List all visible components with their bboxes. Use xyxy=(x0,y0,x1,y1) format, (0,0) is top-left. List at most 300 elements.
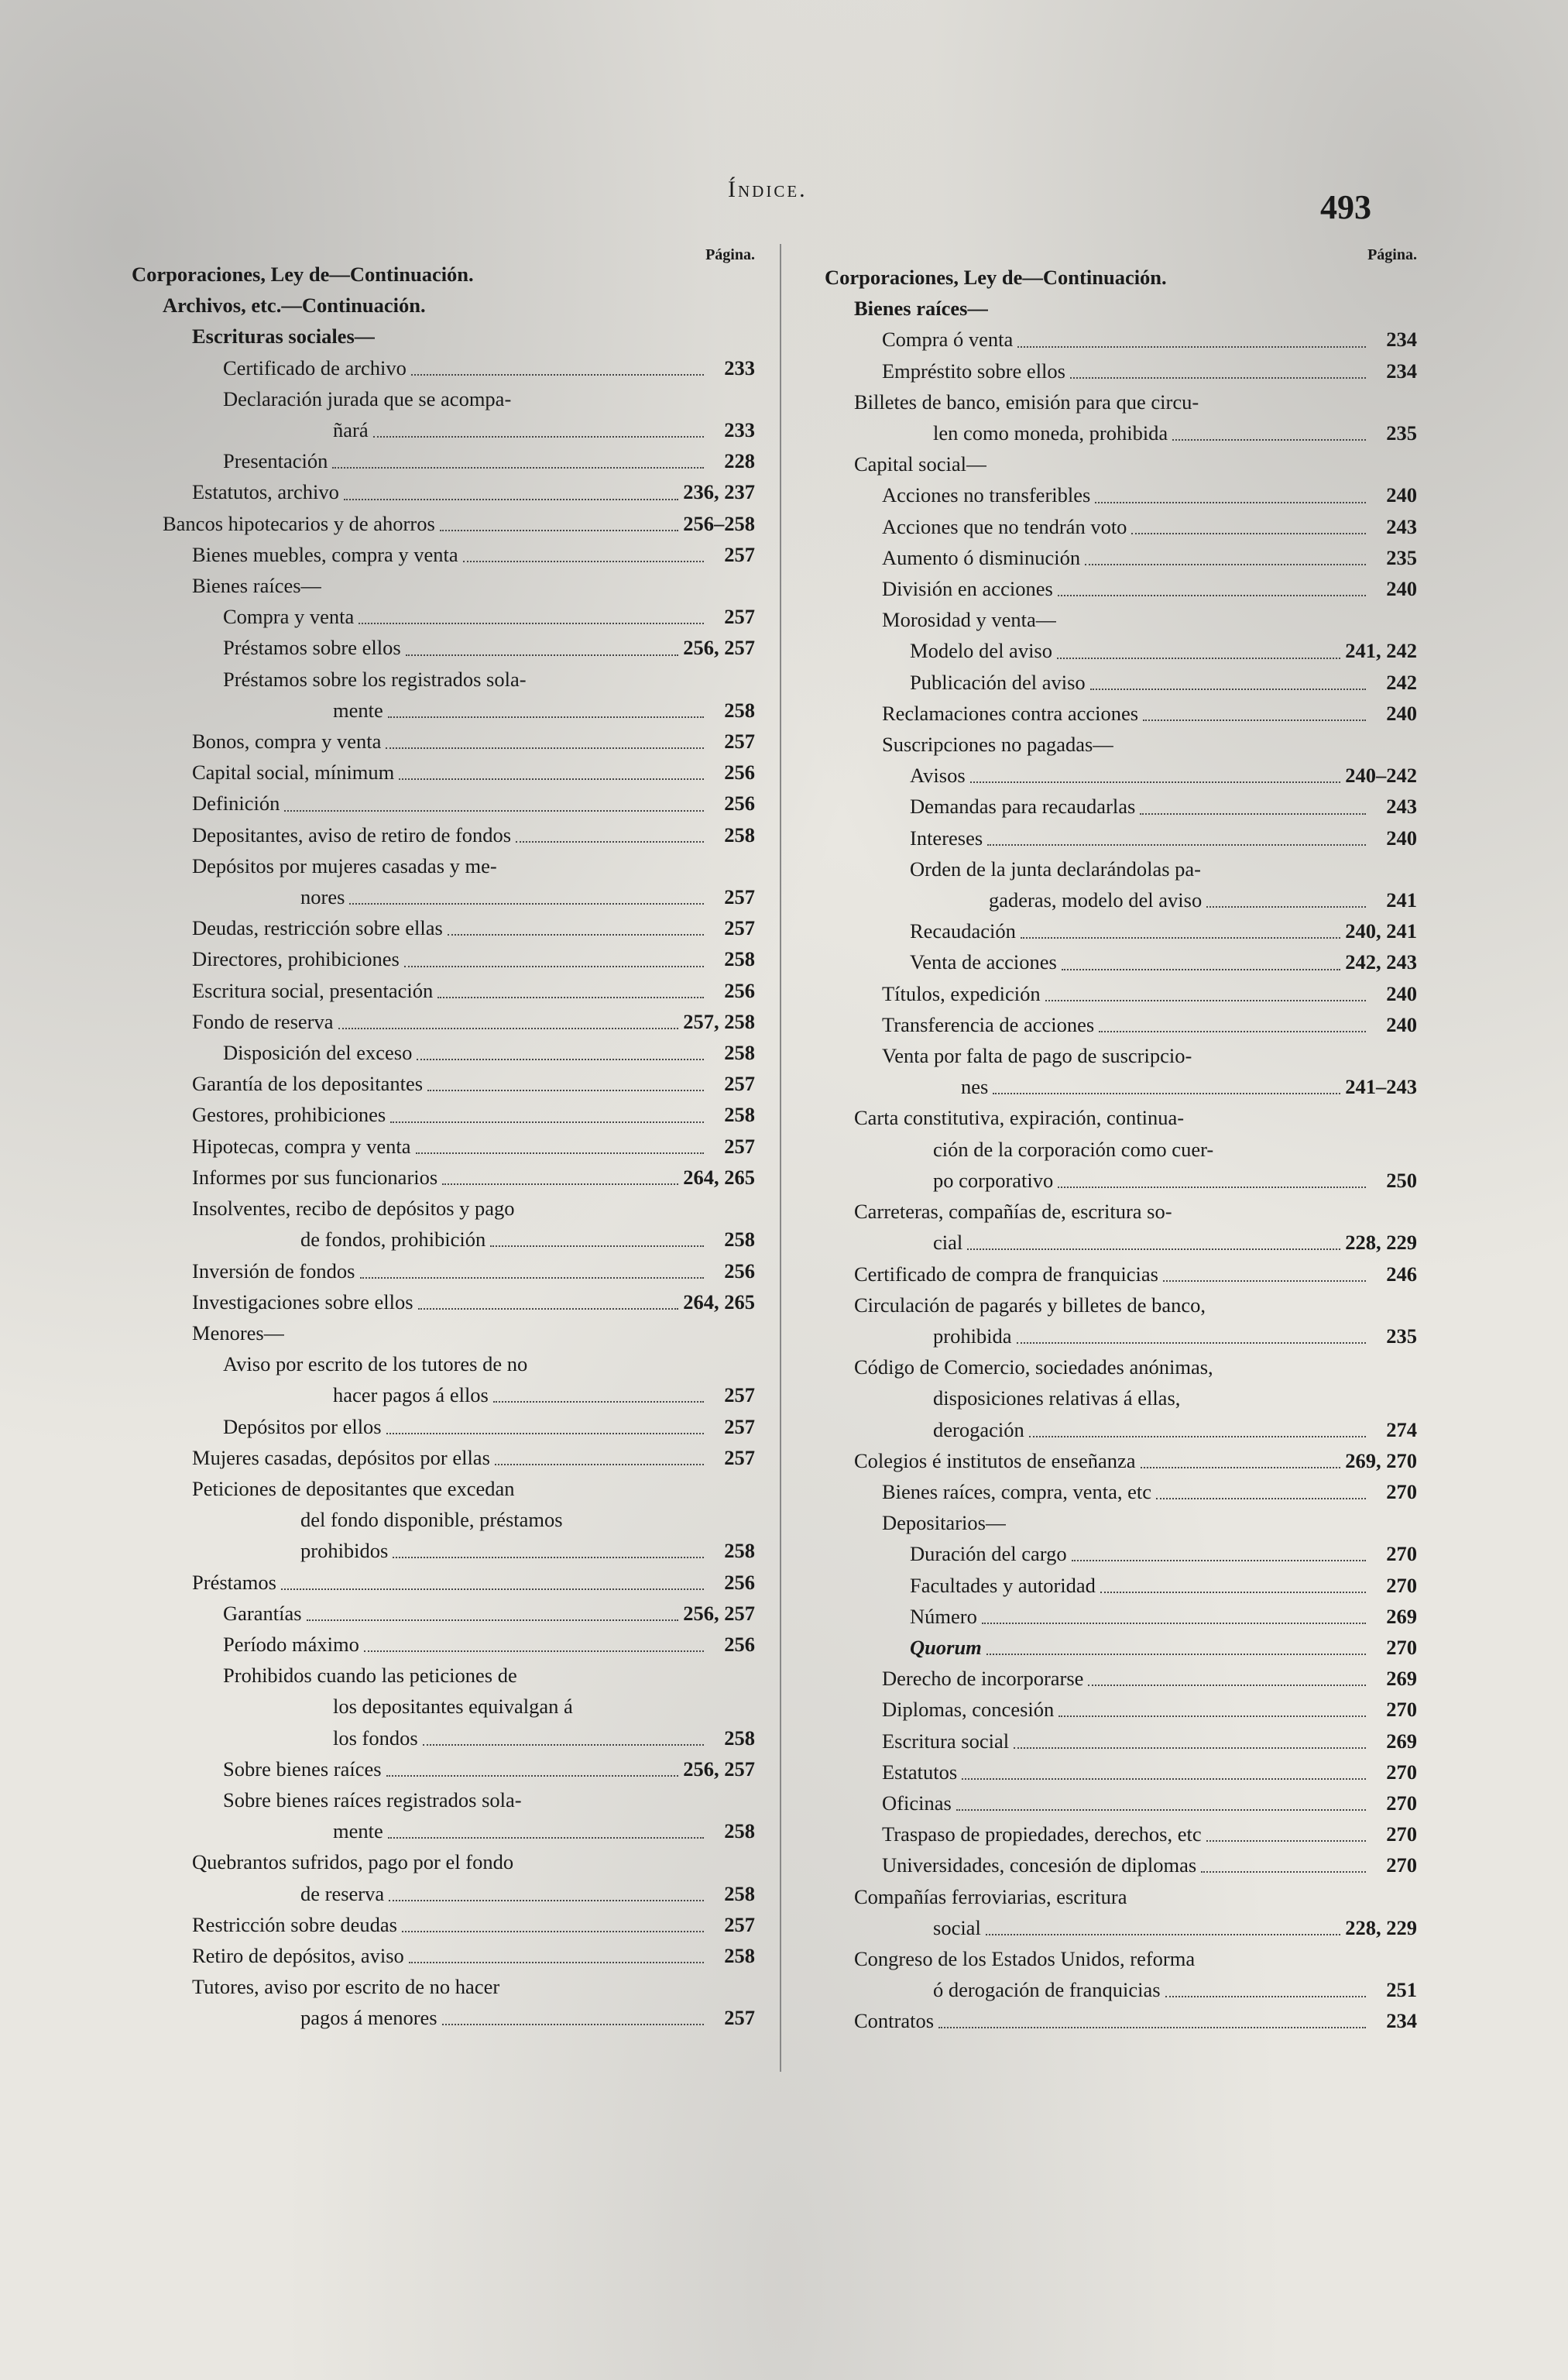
dot-leader xyxy=(409,1962,704,1963)
dot-leader xyxy=(1057,658,1340,659)
entry-page: 270 xyxy=(1386,1853,1417,1877)
dot-leader xyxy=(284,810,704,812)
index-entry xyxy=(132,943,755,974)
entry-text: nes xyxy=(961,1075,989,1099)
entry-text: Certificado de compra de franquicias xyxy=(854,1262,1158,1286)
entry-text: Préstamos sobre los registrados sola- xyxy=(223,667,527,691)
dot-leader xyxy=(338,1028,679,1029)
entry-text: Colegios é institutos de enseñanza xyxy=(854,1448,1136,1472)
entry-page: 269 xyxy=(1386,1729,1417,1753)
entry-text: Reclamaciones contra acciones xyxy=(882,701,1139,725)
entry-page: 256 xyxy=(724,1259,755,1283)
index-entry xyxy=(825,1414,1417,1445)
entry-text: de reserva xyxy=(300,1881,385,1905)
entry-text: Bienes raíces— xyxy=(192,574,322,598)
index-entry xyxy=(825,479,1417,510)
entry-page: 257 xyxy=(724,2006,755,2030)
entry-page: 270 xyxy=(1386,1573,1417,1597)
entry-text: Depósitos por ellos xyxy=(223,1414,382,1438)
dot-leader xyxy=(1206,906,1366,908)
entry-page: 258 xyxy=(724,1103,755,1127)
entry-text: Avisos xyxy=(910,764,966,788)
entry-text: Informes por sus funcionarios xyxy=(192,1165,438,1189)
index-entry xyxy=(825,1071,1417,1102)
entry-page: 241, 242 xyxy=(1345,639,1417,663)
dot-leader xyxy=(1072,1560,1366,1561)
dot-leader xyxy=(359,623,704,624)
entry-page: 270 xyxy=(1386,1698,1417,1722)
dot-leader xyxy=(986,1934,1340,1935)
entry-text: social xyxy=(933,1915,981,1939)
entry-text: Recaudación xyxy=(910,919,1016,943)
index-entry xyxy=(825,604,1417,635)
entry-page: 256 xyxy=(724,1632,755,1656)
index-entry xyxy=(132,476,755,507)
left-entries xyxy=(132,259,755,2034)
entry-text: Hipotecas, compra y venta xyxy=(192,1134,411,1158)
entry-text: Préstamos sobre ellos xyxy=(223,636,401,660)
index-entry xyxy=(132,1598,755,1629)
entry-text: ó derogación de franquicias xyxy=(933,1978,1161,2002)
dot-leader xyxy=(442,2024,704,2025)
entry-page: 240 xyxy=(1386,701,1417,725)
entry-page: 240 xyxy=(1386,577,1417,601)
index-entry xyxy=(132,1317,755,1348)
entry-text: Inversión de fondos xyxy=(192,1259,355,1283)
entry-page: 257 xyxy=(724,1383,755,1407)
index-entry xyxy=(132,321,755,352)
dot-leader xyxy=(332,467,704,469)
index-entry xyxy=(132,1660,755,1691)
index-entry xyxy=(132,912,755,943)
entry-page: 274 xyxy=(1386,1417,1417,1441)
entry-text: Gestores, prohibiciones xyxy=(192,1103,386,1127)
entry-text: Venta por falta de pago de suscripcio- xyxy=(882,1044,1192,1068)
index-entry xyxy=(825,1040,1417,1071)
entry-text: Tutores, aviso por escrito de no hacer xyxy=(192,1975,500,1999)
index-entry xyxy=(132,664,755,695)
index-entry xyxy=(825,262,1417,293)
entry-page: 257, 258 xyxy=(683,1009,755,1033)
dot-leader xyxy=(1201,1871,1366,1873)
index-entry xyxy=(132,1504,755,1535)
index-entry xyxy=(825,884,1417,915)
entry-text: Derecho de incorporarse xyxy=(882,1667,1084,1691)
entry-page: 257 xyxy=(724,542,755,566)
index-entry xyxy=(825,1351,1417,1382)
dot-leader xyxy=(987,844,1366,846)
entry-text: Morosidad y venta— xyxy=(882,608,1057,632)
entry-text: Insolventes, recibo de depósitos y pago xyxy=(192,1197,515,1221)
entry-text: Garantías xyxy=(223,1601,302,1625)
entry-page: 228, 229 xyxy=(1345,1231,1417,1255)
entry-text: Disposición del exceso xyxy=(223,1041,413,1065)
dot-leader xyxy=(1058,595,1366,596)
entry-text: ción de la corporación como cuer- xyxy=(933,1137,1214,1161)
entry-page: 256 xyxy=(724,792,755,816)
entry-text: len como moneda, prohibida xyxy=(933,421,1168,445)
dot-leader xyxy=(982,1623,1366,1624)
entry-page: 270 xyxy=(1386,1822,1417,1846)
dot-leader xyxy=(349,903,704,905)
index-entry xyxy=(132,695,755,726)
index-entry xyxy=(132,1006,755,1037)
entry-text: Directores, prohibiciones xyxy=(192,947,400,971)
index-entry xyxy=(825,1196,1417,1227)
entry-text: Orden de la junta declarándolas pa- xyxy=(910,857,1201,881)
index-entry xyxy=(132,445,755,476)
dot-leader xyxy=(390,1121,704,1123)
dot-leader xyxy=(1088,1685,1366,1686)
entry-text: Bienes raíces, compra, venta, etc xyxy=(882,1479,1152,1503)
dot-leader xyxy=(1090,689,1366,690)
entry-page: 258 xyxy=(724,947,755,971)
index-entry xyxy=(825,791,1417,822)
entry-text: Sobre bienes raíces xyxy=(223,1757,382,1781)
dot-leader xyxy=(956,1809,1366,1811)
index-entry xyxy=(132,290,755,321)
index-entry xyxy=(132,850,755,881)
entry-text: del fondo disponible, préstamos xyxy=(300,1508,563,1532)
entry-text: Bancos hipotecarios y de ahorros xyxy=(163,511,435,535)
entry-page: 270 xyxy=(1386,1542,1417,1566)
index-entry xyxy=(132,1131,755,1162)
entry-page: 240, 241 xyxy=(1345,919,1417,943)
entry-text: Período máximo xyxy=(223,1632,359,1656)
entry-text: Empréstito sobre ellos xyxy=(882,359,1065,383)
index-entry xyxy=(132,1784,755,1815)
dot-leader xyxy=(416,1152,704,1154)
entry-text: mente xyxy=(333,698,383,722)
index-entry xyxy=(132,1971,755,2002)
index-entry xyxy=(132,1753,755,1784)
entry-page: 233 xyxy=(724,355,755,379)
entry-text: mente xyxy=(333,1819,383,1843)
dot-leader xyxy=(1085,564,1366,565)
right-column-head: Página. xyxy=(1367,246,1417,263)
dot-leader xyxy=(373,436,704,438)
index-entry xyxy=(132,1909,755,1940)
dot-leader xyxy=(1163,1280,1366,1282)
entry-text: Contratos xyxy=(854,2009,935,2033)
index-entry xyxy=(132,788,755,819)
dot-leader xyxy=(1099,1031,1366,1032)
dot-leader xyxy=(1143,719,1366,721)
entry-page: 236, 237 xyxy=(683,480,755,504)
entry-text: Venta de acciones xyxy=(910,950,1057,974)
entry-text: Depositarios— xyxy=(882,1511,1007,1535)
index-entry xyxy=(825,978,1417,1009)
index-entry xyxy=(825,355,1417,386)
entry-text: pagos á menores xyxy=(300,2006,437,2030)
dot-leader xyxy=(388,1837,704,1839)
index-entry xyxy=(132,539,755,570)
entry-text: Bonos, compra y venta xyxy=(192,730,382,754)
dot-leader xyxy=(423,1744,704,1746)
dot-leader xyxy=(938,2027,1366,2028)
entry-text: Estatutos, archivo xyxy=(192,480,339,504)
entry-page: 240 xyxy=(1386,826,1417,850)
index-entry xyxy=(825,1259,1417,1290)
page-number: 493 xyxy=(1320,188,1371,226)
entry-page: 246 xyxy=(1386,1262,1417,1286)
entry-text: Escritura social xyxy=(882,1729,1010,1753)
entry-text: Carreteras, compañías de, escritura so- xyxy=(854,1200,1172,1224)
index-entry xyxy=(825,573,1417,604)
entry-page: 258 xyxy=(724,698,755,722)
index-entry xyxy=(132,881,755,912)
dot-leader xyxy=(1206,1840,1366,1842)
entry-page: 269, 270 xyxy=(1345,1448,1417,1472)
entry-page: 243 xyxy=(1386,514,1417,538)
entry-text: ñará xyxy=(333,418,369,442)
index-entry xyxy=(132,1878,755,1909)
entry-page: 258 xyxy=(724,1539,755,1563)
entry-page: 270 xyxy=(1386,1760,1417,1784)
dot-leader xyxy=(1172,439,1366,441)
index-entry xyxy=(132,1535,755,1566)
index-entry xyxy=(132,757,755,788)
index-entry xyxy=(825,1694,1417,1725)
index-entry xyxy=(132,508,755,539)
index-entry xyxy=(132,1846,755,1877)
entry-page: 258 xyxy=(724,1943,755,1967)
entry-text: Capital social— xyxy=(854,452,987,476)
entry-text: Compra y venta xyxy=(223,605,355,629)
index-entry xyxy=(825,1788,1417,1818)
right-column xyxy=(825,246,1417,2037)
entry-page: 234 xyxy=(1386,328,1417,352)
entry-text: Suscripciones no pagadas— xyxy=(882,733,1113,757)
entry-text: de fondos, prohibición xyxy=(300,1228,486,1252)
index-entry xyxy=(825,760,1417,791)
dot-leader xyxy=(393,1557,704,1558)
entry-page: 256–258 xyxy=(683,511,755,535)
entry-page: 258 xyxy=(724,1041,755,1065)
entry-page: 251 xyxy=(1386,1978,1417,2002)
index-entry xyxy=(132,1162,755,1193)
dot-leader xyxy=(364,1650,704,1652)
entry-page: 269 xyxy=(1386,1604,1417,1628)
entry-text: Definición xyxy=(192,792,280,816)
dot-leader xyxy=(993,1093,1340,1094)
dot-leader xyxy=(1140,813,1366,815)
dot-leader xyxy=(389,1900,704,1901)
entry-page: 228 xyxy=(724,449,755,473)
entry-text: Facultades y autoridad xyxy=(910,1573,1096,1597)
right-entries xyxy=(825,262,1417,2037)
dot-leader xyxy=(1029,1436,1366,1437)
entry-text: Menores— xyxy=(192,1321,285,1345)
entry-text: Corporaciones, Ley de—Continuación. xyxy=(825,266,1167,289)
entry-text: Capital social, mínimum xyxy=(192,761,395,785)
dot-leader xyxy=(360,1277,705,1279)
entry-text: Deudas, restricción sobre ellas xyxy=(192,916,443,940)
entry-page: 234 xyxy=(1386,2009,1417,2033)
entry-page: 257 xyxy=(724,1134,755,1158)
dot-leader xyxy=(1070,377,1366,379)
dot-leader xyxy=(402,1931,704,1932)
entry-text: Títulos, expedición xyxy=(882,981,1041,1005)
index-entry xyxy=(825,1663,1417,1694)
dot-leader xyxy=(516,841,704,843)
entry-text: Carta constitutiva, expiración, continua- xyxy=(854,1106,1185,1130)
index-entry xyxy=(825,542,1417,573)
index-entry xyxy=(825,1321,1417,1351)
entry-text: Compra ó venta xyxy=(882,328,1014,352)
entry-page: 242, 243 xyxy=(1345,950,1417,974)
index-entry xyxy=(825,1570,1417,1601)
dot-leader xyxy=(399,778,704,780)
dot-leader xyxy=(463,561,704,562)
dot-leader xyxy=(418,1308,679,1310)
entry-page: 257 xyxy=(724,916,755,940)
entry-text: prohibidos xyxy=(300,1539,389,1563)
entry-text: Archivos, etc.—Continuación. xyxy=(163,294,426,318)
dot-leader xyxy=(406,654,679,656)
dot-leader xyxy=(388,716,704,718)
index-entry xyxy=(132,1473,755,1504)
entry-page: 264, 265 xyxy=(683,1165,755,1189)
entry-page: 257 xyxy=(724,730,755,754)
index-entry xyxy=(132,726,755,757)
index-entry xyxy=(825,729,1417,760)
dot-leader xyxy=(427,1090,704,1091)
entry-page: 258 xyxy=(724,823,755,847)
entry-text: Certificado de archivo xyxy=(223,355,407,379)
index-entry xyxy=(132,383,755,414)
left-column xyxy=(132,246,755,2034)
dot-leader xyxy=(417,1059,704,1060)
entry-page: 257 xyxy=(724,1072,755,1096)
entry-text: Escrituras sociales— xyxy=(192,325,376,349)
index-entry xyxy=(825,1632,1417,1663)
entry-page: 258 xyxy=(724,1881,755,1905)
dot-leader xyxy=(1156,1498,1366,1499)
entry-page: 241–243 xyxy=(1345,1075,1417,1099)
index-entry xyxy=(132,1193,755,1224)
entry-text: Demandas para recaudarlas xyxy=(910,795,1136,819)
dot-leader xyxy=(1131,533,1366,534)
entry-text: Préstamos xyxy=(192,1570,276,1594)
entry-page: 256 xyxy=(724,761,755,785)
entry-text: Duración del cargo xyxy=(910,1542,1067,1566)
index-entry xyxy=(825,1818,1417,1849)
dot-leader xyxy=(281,1588,704,1590)
entry-text: Transferencia de acciones xyxy=(882,1012,1095,1036)
index-entry xyxy=(132,570,755,601)
entry-text: los fondos xyxy=(333,1726,418,1750)
dot-leader xyxy=(386,1775,679,1777)
index-entry xyxy=(825,1134,1417,1165)
entry-text: Retiro de depósitos, aviso xyxy=(192,1943,404,1967)
index-entry xyxy=(825,1382,1417,1413)
entry-text: Modelo del aviso xyxy=(910,639,1052,663)
index-entry xyxy=(825,823,1417,853)
entry-text: Presentación xyxy=(223,449,328,473)
entry-page: 257 xyxy=(724,1912,755,1936)
index-entry xyxy=(825,1102,1417,1133)
dot-leader xyxy=(1017,346,1366,348)
dot-leader xyxy=(967,1248,1340,1250)
index-entry xyxy=(132,1379,755,1410)
dot-leader xyxy=(1014,1747,1366,1749)
entry-text: Circulación de pagarés y billetes de banco, xyxy=(854,1293,1206,1317)
entry-text: Quebrantos sufridos, pago por el fondo xyxy=(192,1850,514,1874)
entry-text: Diplomas, concesión xyxy=(882,1698,1055,1722)
entry-page: 264, 265 xyxy=(683,1290,755,1314)
index-entry xyxy=(132,632,755,663)
index-entry xyxy=(132,1099,755,1130)
index-entry xyxy=(132,1068,755,1099)
index-entry xyxy=(825,511,1417,542)
entry-text: Prohibidos cuando las peticiones de xyxy=(223,1664,517,1688)
entry-page: 235 xyxy=(1386,421,1417,445)
entry-page: 242 xyxy=(1386,670,1417,694)
entry-text: Aumento ó disminución xyxy=(882,545,1081,569)
entry-text: disposiciones relativas á ellas, xyxy=(933,1386,1181,1410)
index-entry xyxy=(825,1476,1417,1507)
entry-page: 240 xyxy=(1386,483,1417,507)
entry-page: 235 xyxy=(1386,545,1417,569)
index-entry xyxy=(132,1722,755,1753)
entry-page: 258 xyxy=(724,1726,755,1750)
index-entry xyxy=(132,1567,755,1598)
entry-text: Oficinas xyxy=(882,1791,952,1815)
index-entry xyxy=(132,352,755,383)
entry-text: Restricción sobre deudas xyxy=(192,1912,397,1936)
index-entry xyxy=(825,1974,1417,2005)
column-divider xyxy=(780,244,781,2072)
index-entry xyxy=(132,414,755,445)
entry-text: Estatutos xyxy=(882,1760,958,1784)
index-entry xyxy=(825,667,1417,698)
entry-text: Bienes muebles, compra y venta xyxy=(192,542,458,566)
index-entry xyxy=(132,1629,755,1660)
index-entry xyxy=(825,946,1417,977)
index-entry xyxy=(132,1411,755,1442)
dot-leader xyxy=(1021,937,1340,939)
index-entry xyxy=(132,601,755,632)
index-entry xyxy=(825,915,1417,946)
entry-text: Acciones no transferibles xyxy=(882,483,1091,507)
entry-page: 270 xyxy=(1386,1479,1417,1503)
dot-leader xyxy=(437,997,704,998)
entry-text: Investigaciones sobre ellos xyxy=(192,1290,413,1314)
index-entry xyxy=(825,1009,1417,1040)
entry-page: 257 xyxy=(724,1445,755,1469)
left-column-head: Página. xyxy=(705,246,755,263)
dot-leader xyxy=(448,934,704,936)
index-entry xyxy=(825,1601,1417,1632)
index-entry xyxy=(825,1507,1417,1538)
dot-leader xyxy=(344,499,678,500)
dot-leader xyxy=(1165,1996,1366,1997)
entry-page: 240 xyxy=(1386,1012,1417,1036)
entry-text: División en acciones xyxy=(882,577,1053,601)
entry-page: 256, 257 xyxy=(683,636,755,660)
entry-page: 269 xyxy=(1386,1667,1417,1691)
index-entry xyxy=(825,1912,1417,1943)
dot-leader xyxy=(411,374,704,376)
entry-text: Compañías ferroviarias, escritura xyxy=(854,1884,1127,1908)
entry-text: nores xyxy=(300,885,345,909)
entry-text: Corporaciones, Ley de—Continuación. xyxy=(132,263,474,286)
index-entry xyxy=(132,1348,755,1379)
entry-text: Depósitos por mujeres casadas y me- xyxy=(192,853,497,877)
index-entry xyxy=(825,1227,1417,1258)
entry-page: 257 xyxy=(724,1414,755,1438)
